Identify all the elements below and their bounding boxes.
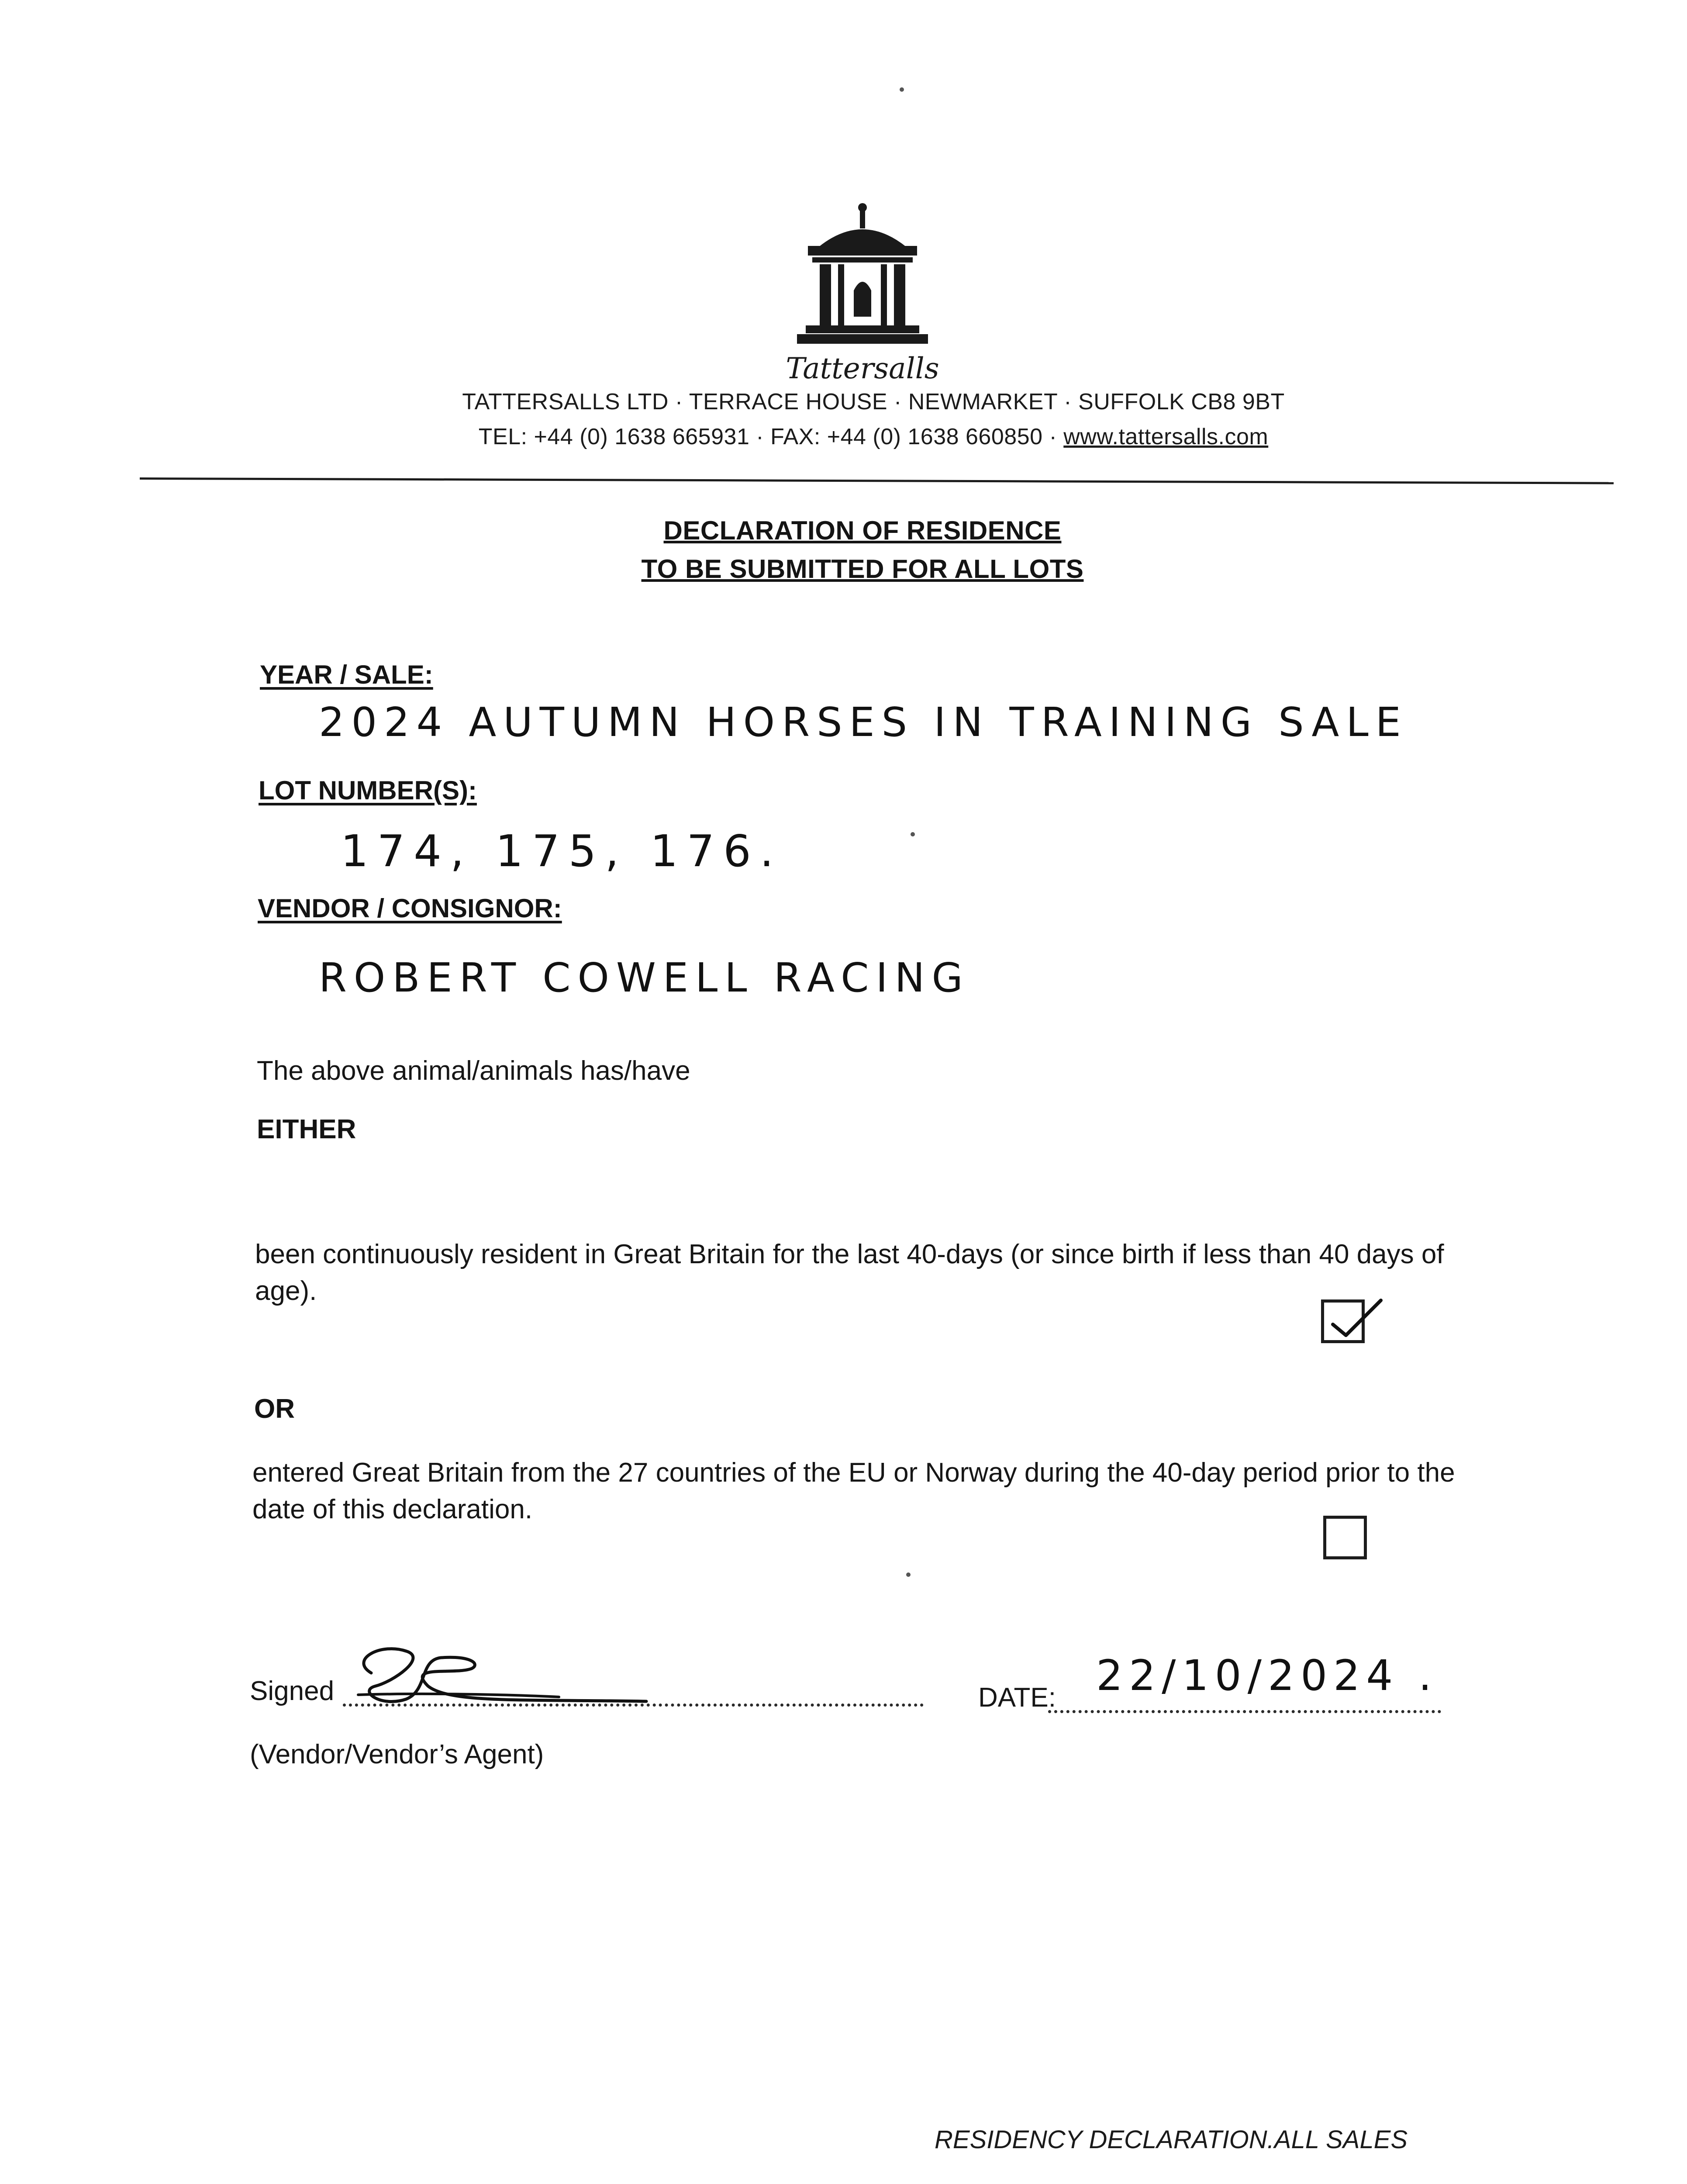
option1-text: been continuously resident in Great Britain for the last 40-days (or since birth if less than 40 days of age). [255,1239,1444,1306]
rotunda-icon [793,199,932,347]
signature-mark [341,1634,655,1721]
check-mark-icon [1328,1294,1394,1346]
statement-intro: The above animal/animals has/have [257,1056,690,1086]
vendor-label: VENDOR / CONSIGNOR: [258,894,562,923]
company-contact [393,424,1354,450]
signer-role: (Vendor/Vendor’s Agent) [250,1739,544,1769]
or-label: OR [254,1394,295,1424]
date-label: DATE: [978,1683,1056,1713]
company-address: TATTERSALLS LTD · TERRACE HOUSE · NEWMARKET · SUFFOLK CB8 9BT [462,389,1285,415]
either-label: EITHER [257,1114,356,1144]
signed-label: Signed [250,1676,335,1706]
header-divider [140,477,1614,484]
form-subtitle: TO BE SUBMITTED FOR ALL LOTS [641,554,1084,584]
logo-wordmark: Tattersalls [786,352,939,385]
scan-speck [911,832,915,836]
vendor-value[interactable]: ROBERT COWELL RACING [319,954,970,1001]
form-title: DECLARATION OF RESIDENCE [663,516,1062,545]
option2-text: entered Great Britain from the 27 countries of the EU or Norway during the 40-day period prior to the date of this declaration. [252,1458,1455,1524]
lot-numbers-value[interactable]: 174, 175, 176. [341,826,783,877]
year-sale-label: YEAR / SALE: [260,660,433,689]
option2-checkbox[interactable] [1323,1516,1367,1559]
contact-numbers: TEL: +44 (0) 1638 665931 · FAX: +44 (0) 1638 660850 · [478,424,1064,449]
website-link[interactable]: www.tattersalls.com [1063,424,1269,449]
tattersalls-logo [793,199,932,347]
option1-checkbox[interactable] [1321,1299,1365,1343]
handwritten-signature [341,1634,655,1721]
scan-speck [906,1572,911,1577]
scan-speck [900,87,904,92]
date-value[interactable]: 22/10/2024 . [1096,1651,1438,1700]
document-reference: RESIDENCY DECLARATION.ALL SALES [935,2125,1408,2154]
lot-numbers-label: LOT NUMBER(S): [259,776,477,805]
date-line[interactable] [1048,1710,1441,1713]
year-sale-value[interactable]: 2024 AUTUMN HORSES IN TRAINING SALE [319,699,1408,746]
